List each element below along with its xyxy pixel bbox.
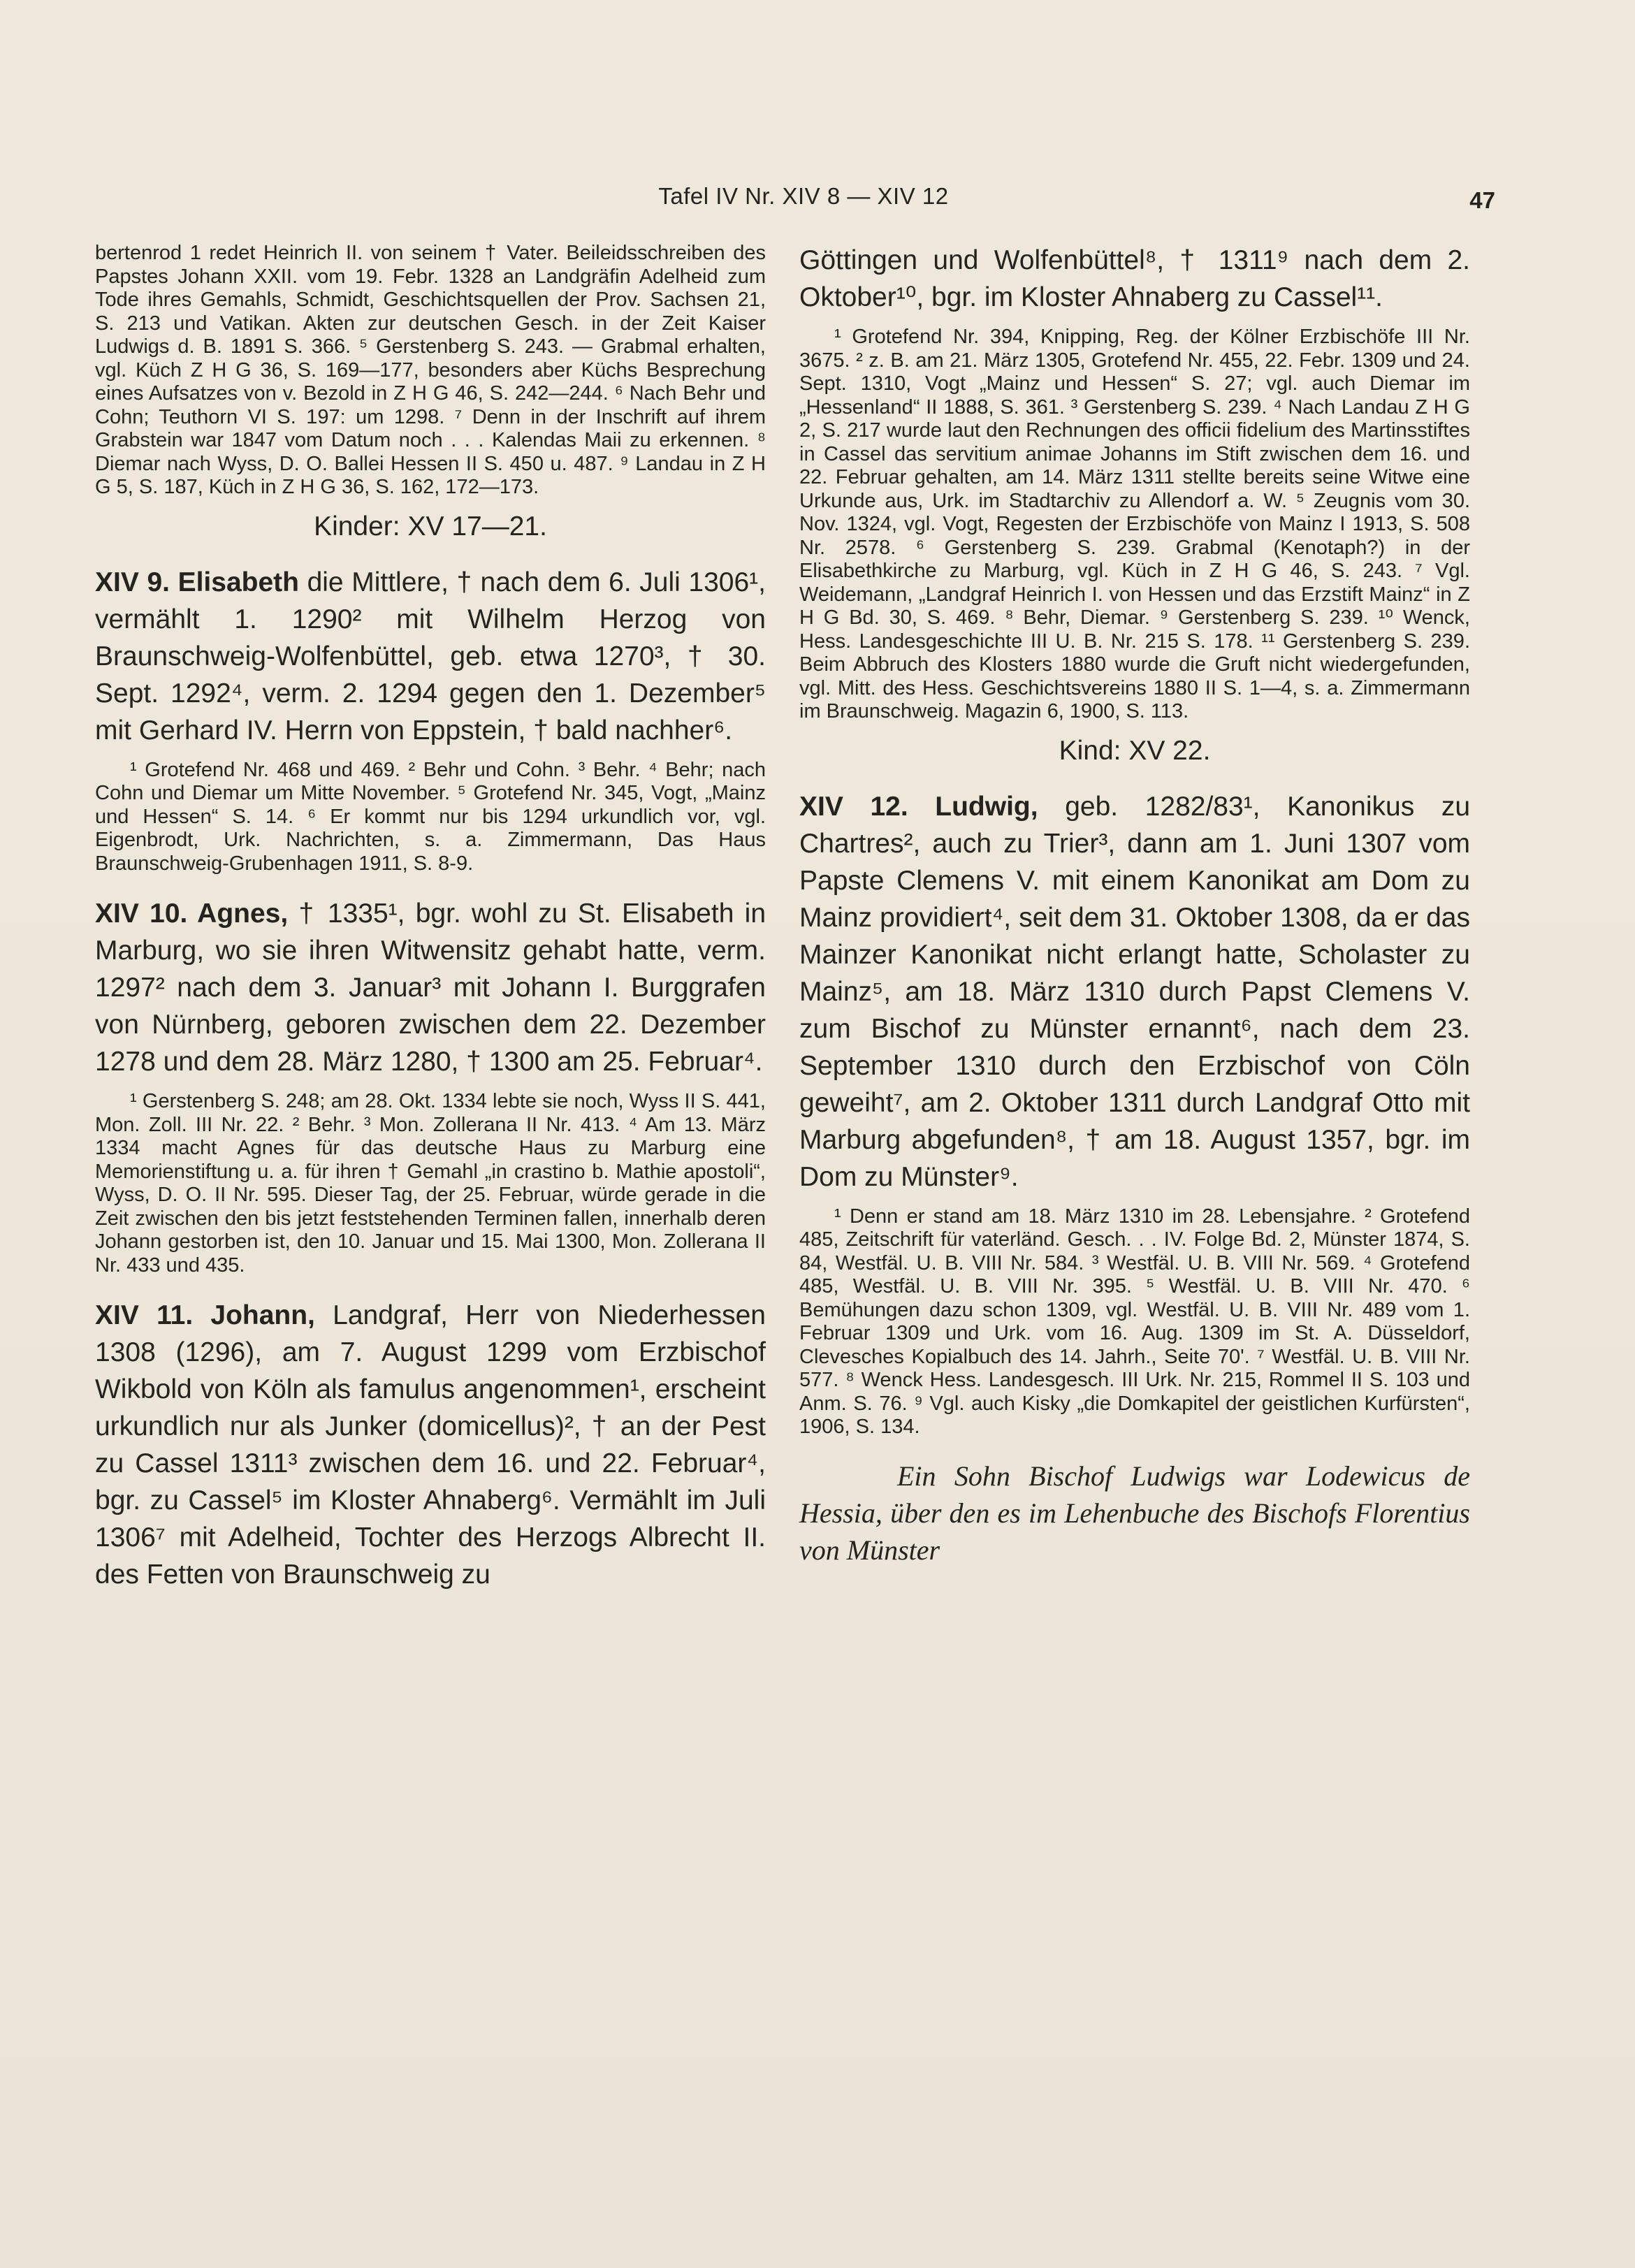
entry-xiv-12-notes: [799, 1205, 1470, 1439]
page-number: 47: [1469, 187, 1495, 213]
entry-xiv-12-footnotes: ¹ Denn er stand am 18. März 1310 im 28. Lebensjahre. ² Grotefend 485, Zeitschrift für vaterländ. Gesch. . . IV. Folge Bd. 2, Münster 1874, S. 84, Westfäl. U. B. VIII Nr. 584. ³ Westfäl. U. B. VIII Nr. 569. ⁴ Grotefend 485, Westfäl. U. B. VIII Nr. 395. ⁵ Westfäl. U. B. VIII Nr. 470. ⁶ Bemühungen dazu schon 1309, vgl. Westfäl. U. B. VIII Nr. 489 vom 1. Februar 1309 und Urk. vom 16. Aug. 1309 im St. A. Düsseldorf, Clevesches Kopialbuch des 14. Jahrh., Seite 70'. ⁷ Westfäl. U. B. VIII Nr. 577. ⁸ Wenck Hess. Landesgesch. III Urk. Nr. 215, Rommel II S. 103 und Anm. S. 76. ⁹ Vgl. auch Kisky „die Domkapitel der geistlichen Kurfürsten“, 1906, S. 134.: [799, 1205, 1470, 1438]
entry-xiv-10-head: XIV 10. Agnes,: [95, 899, 289, 929]
entry-xiv-9: [95, 564, 766, 876]
entry-xiv-9-footnotes: ¹ Grotefend Nr. 468 und 469. ² Behr und Cohn. ³ Behr. ⁴ Behr; nach Cohn und Diemar um Mitte November. ⁵ Grotefend Nr. 345, Vogt, „Mainz und Hessen“ S. 14. ⁶ Er kommt nur bis 1294 urkundlich vor, vgl. Eigenbrodt, Urk. Nachrichten, s. a. Zimmermann, Das Haus Braunschweig-Grubenhagen 1911, S. 8-9.: [95, 758, 766, 875]
entry-xiv-12-head: XIV 12. Ludwig,: [799, 791, 1038, 822]
entry-xiv-10: [95, 895, 766, 1277]
entry-xiv-9-body: die Mittlere, † nach dem 6. Juli 1306¹, vermählt 1. 1290² mit Wilhelm Herzog von Braunschweig-Wolfenbüttel, geb. etwa 1270³, † 30. Sept. 1292⁴, verm. 2. 1294 gegen den 1. Dezember⁵ mit Gerhard IV. Herrn von Eppstein, † bald nachher⁶.: [95, 567, 766, 746]
right-column: [799, 242, 1470, 1597]
carried-over-footnotes: bertenrod 1 redet Heinrich II. von seinem † Vater. Beileidsschreiben des Papstes Johann XXII. vom 19. Febr. 1328 an Landgräfin Adelheid zum Tode ihres Gemahls, Schmidt, Geschichtsquellen der Prov. Sachsen 21, S. 213 und Vatikan. Akten zur deutschen Gesch. in der Zeit Kaiser Ludwigs d. B. 1891 S. 366. ⁵ Gerstenberg S. 243. — Grabmal erhalten, vgl. Küch Z H G 36, S. 169—177, besonders aber Küchs Besprechung eines Aufsatzes von v. Bezold in Z H G 46, S. 242—244. ⁶ Nach Behr und Cohn; Teuthorn VI S. 197: um 1298. ⁷ Denn in der Inschrift auf ihrem Grabstein war 1847 vom Datum noch . . . Kalendas Maii zu erkennen. ⁸ Diemar nach Wyss, D. O. Ballei Hessen II S. 450 u. 487. ⁹ Landau in Z H G 5, S. 187, Küch in Z H G 36, S. 162, 172—173.: [95, 242, 766, 498]
entry-xiv-11-head: XIV 11. Johann,: [95, 1300, 315, 1330]
entry-xiv-12-body: geb. 1282/83¹, Kanonikus zu Chartres², auch zu Trier³, dann am 1. Juni 1307 vom Papste Clemens V. mit einem Kanonikat am Dom zu Mainz providiert⁴, seit dem 31. Oktober 1308, da er das Mainzer Kanonikat nicht erlangt hatte, Scholaster zu Mainz⁵, am 18. März 1310 durch Papst Clemens V. zum Bischof zu Münster ernannt⁶, nach dem 23. September 1310 durch den Erzbischof von Cöln geweiht⁷, am 2. Oktober 1311 durch Landgraf Otto mit Marburg abgefunden⁸, † am 18. August 1357, bgr. im Dom zu Münster⁹.: [799, 791, 1471, 1192]
child-reference: Kind: XV 22.: [1059, 735, 1211, 766]
entry-xiv-9-notes: [95, 759, 766, 876]
entry-xiv-12: [799, 788, 1470, 1439]
entry-xiv-9-text: [95, 564, 766, 749]
entry-xiv-11-body: Landgraf, Herr von Niederhessen 1308 (1296), am 7. August 1299 vom Erzbischof Wikbold von Köln als famulus angenommen¹, erscheint urkundlich nur als Junker (domicellus)², † an der Pest zu Cassel 1311³ zwischen dem 16. und 22. Februar⁴, bgr. zu Cassel⁵ im Kloster Ahnaberg⁶. Vermählt im Juli 1306⁷ mit Adelheid, Tochter des Herzogs Albrecht II. des Fetten von Braunschweig zu: [95, 1300, 766, 1590]
left-column: [95, 242, 766, 1593]
entry-xiv-10-text: [95, 895, 766, 1080]
entry-xiv-11-notes: [799, 326, 1470, 724]
entry-xiv-9-head: XIV 9. Elisabeth: [95, 567, 299, 597]
entry-xiv-11: [95, 1297, 766, 1593]
children-reference: Kinder: XV 17—21.: [314, 511, 547, 541]
entry-xiv-10-notes: [95, 1090, 766, 1277]
entry-xiv-11-continuation: Göttingen und Wolfenbüttel⁸, † 1311⁹ nach dem 2. Oktober¹⁰, bgr. im Kloster Ahnaberg zu Cassel¹¹.: [799, 245, 1470, 312]
entry-xiv-10-body: † 1335¹, bgr. wohl zu St. Elisabeth in Marburg, wo sie ihren Witwensitz gehabt hatte, verm. 1297² nach dem 3. Januar³ mit Johann I. Burggrafen von Nürnberg, geboren zwischen dem 22. Dezember 1278 und dem 28. März 1280, † 1300 am 25. Februar⁴.: [95, 899, 766, 1077]
entry-xiv-11-footnotes: ¹ Grotefend Nr. 394, Knipping, Reg. der Kölner Erzbischöfe III Nr. 3675. ² z. B. am 21. März 1305, Grotefend Nr. 455, 22. Febr. 1309 und 24. Sept. 1310, Vogt „Mainz und Hessen“ S. 27; vgl. auch Diemar im „Hessenland“ II 1888, S. 361. ³ Gerstenberg S. 239. ⁴ Nach Landau Z H G 2, S. 217 wurde laut den Rechnungen des officii fidelium des Martinsstiftes in Cassel das servitium animae Johanns im Stift zwischen dem 16. und 22. Februar gehalten, am 14. März 1311 stellte bereits seine Witwe eine Urkunde aus, Urk. im Stadtarchiv zu Allendorf a. W. ⁵ Zeugnis vom 30. Nov. 1324, vgl. Vogt, Regesten der Erzbischöfe von Mainz I 1913, S. 508 Nr. 2578. ⁶ Gerstenberg S. 239. Grabmal (Kenotaph?) in der Elisabethkirche zu Marburg, vgl. Küch in Z H G 46, S. 243. ⁷ Vgl. Weidemann, „Landgraf Heinrich I. von Hessen und das Erzstift Mainz“ in Z H G Bd. 30, S. 469. ⁸ Behr, Diemar. ⁹ Gerstenberg S. 239. ¹⁰ Wenck, Hess. Landesgeschichte III U. B. Nr. 215 S. 178. ¹¹ Gerstenberg S. 239. Beim Abbruch des Klosters 1880 wurde die Gruft nicht wiedergefunden, vgl. Mitt. des Hess. Geschichtsvereins 1880 II S. 1—4, s. a. Zimmermann im Braunschweig. Magazin 6, 1900, S. 113.: [799, 326, 1470, 722]
entry-xiv-12-text: [799, 788, 1470, 1195]
running-title: Tafel IV Nr. XIV 8 — XIV 12: [658, 183, 949, 209]
entry-xiv-10-footnotes: ¹ Gerstenberg S. 248; am 28. Okt. 1334 lebte sie noch, Wyss II S. 441, Mon. Zoll. III Nr. 22. ² Behr. ³ Mon. Zollerana II Nr. 413. ⁴ Am 13. März 1334 macht Agnes für das deutsche Haus zu Marburg eine Memorienstiftung u. a. für ihren † Gemahl „in crastino b. Mathie apostoli“, Wyss, D. O. II Nr. 595. Dieser Tag, der 25. Februar, würde gerade in die Zeit zwischen den bis jetzt feststehenden Terminen fallen, innerhalb deren Johann gestorben ist, den 10. Januar und 15. Mai 1300, Mon. Zollerana II Nr. 433 und 435.: [95, 1090, 766, 1277]
entry-xiv-11-text: [95, 1297, 766, 1593]
italic-remark: Ein Sohn Bischof Ludwigs war Lodewicus de Hessia, über den es im Lehenbuche des Bischofs Florentius von Münster: [799, 1460, 1470, 1566]
